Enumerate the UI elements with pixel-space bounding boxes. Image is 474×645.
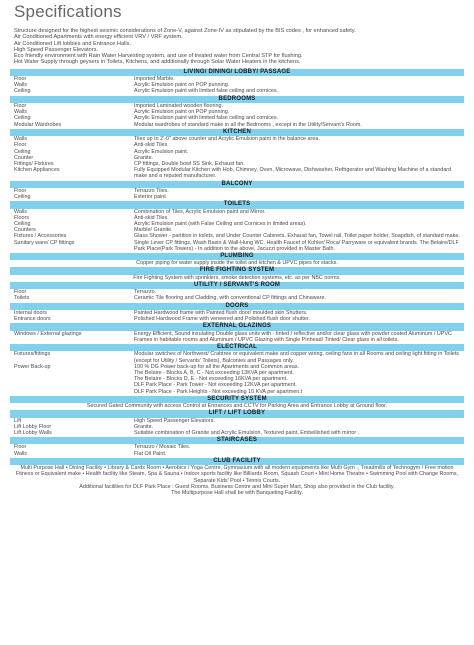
spec-label: Toilets [14, 295, 30, 302]
intro-line: Eco friendly environment with Rain Water Harvesting system, and use of treated water from Central STP for flushing. [14, 53, 303, 60]
spec-value: Single Lever CP fittings, Wash Basin & Wall-Hung WC. Health Faucet of Kohler/ Roca/ Parryware or equivalent brands. The Belaire/DLF Park Place(Park Towers) - In addition to the above, Jacuzzi provided in Master Bath. [134, 239, 459, 252]
intro-line: Structure designed for the highest seismic considerations of Zone-V, against Zone-IV as stipulated by the BIS codes , for enhanced safety. [14, 28, 356, 34]
spec-value: Flat Oil Paint. [134, 450, 167, 457]
spec-row [10, 122, 464, 128]
spec-value: The Belaire - Blocks A, B, C - Not exceeding 13KVA per apartment. [134, 369, 294, 376]
spec-value: Granite. [134, 154, 154, 161]
spec-section [10, 96, 464, 128]
section-header: BEDROOMS [10, 96, 464, 103]
intro-block [14, 28, 464, 66]
spec-label: Fittings/ Fixtures [14, 160, 54, 167]
spec-value: Ceramic Tile flooring and Cladding, with conventional CP fittings and Chinaware. [134, 295, 326, 302]
spec-label: Entrance doors [14, 316, 51, 323]
spec-value: Granite. [134, 423, 154, 430]
section-header: PLUMBING [10, 253, 464, 260]
spec-label: Windows / External glazings [14, 330, 82, 337]
spec-value: Painted Hardwood frame with Painted flush door/ moulded skin Shutters. [134, 309, 308, 316]
spec-label: Kitchen Appliances [14, 167, 60, 174]
spec-label: Fixtures/fittings [14, 351, 51, 358]
spec-value: The Belaire - Blocks D, E - Not exceeding 16KVA per apartment. [134, 376, 288, 383]
spec-page [10, 0, 464, 496]
spec-value: Secured Gated Community with access Control at Entrances and CCTV for Parking Area and Entrance Lobby at Ground floor. [86, 403, 388, 410]
spec-label: Walls [14, 136, 27, 143]
spec-value: Modular wardrobes of standard make in all the Bedrooms , except in the Utility/Servant's Room. [134, 121, 362, 128]
spec-label: Ceiling [14, 220, 31, 227]
spec-value: Exterior paint. [134, 194, 168, 201]
spec-label: Fixtures / Accessories [14, 233, 67, 240]
intro-line: Air Conditioned Apartments with energy efficient VRV / VRF system. [14, 34, 183, 41]
spec-value: Suitable combination of Granite and Acrylic Emulsion, Textured paint, Embellished with mirror . [134, 429, 360, 436]
section-header: BALCONY [10, 181, 464, 188]
spec-label: Lift Lobby Floor [14, 423, 52, 430]
spec-value: CP fittings, Double bowl SS Sink, Exhaust fan. [134, 160, 245, 167]
spec-label: Floor [14, 187, 27, 194]
section-header: FIRE FIGHTING SYSTEM [10, 267, 464, 274]
spec-label: Counter [14, 154, 34, 161]
intro-line: High Speed Passenger Elevators. [14, 46, 98, 53]
spec-label: Modular Wardrobes [14, 121, 62, 128]
spec-section [10, 181, 464, 201]
spec-row [10, 316, 464, 322]
spec-section [10, 303, 464, 323]
spec-value: Terrazzo Tiles. [134, 187, 169, 194]
spec-value: Imported Laminated wooden flooring. [134, 102, 224, 109]
spec-label [10, 389, 134, 395]
section-header: EXTERNAL GLAZINGS [10, 323, 464, 330]
spec-label: Sanitary ware/ CP fittings [14, 239, 75, 246]
spec-label: Floor [14, 76, 27, 83]
spec-value: Glass Shower - partition in toilets, and Under Counter Cabinets. Exhaust fan, Towel rail, Toilet paper holder, Soapdish, of standard make. [134, 233, 460, 240]
spec-section [10, 396, 464, 410]
spec-value: Energy Efficient, Sound insulating Double glass units with - tinted / reflective and/or clear glass with powder coated Aluminum / UPVC Frames in habitable rooms and Aluminum / UPVC Glazing with Single Pinhead/ Tinted/ Clear glass in all toilets. [134, 330, 452, 343]
spec-section [10, 323, 464, 343]
spec-value: Acrylic Emulsion paint on POP punning. [134, 109, 230, 116]
spec-section [10, 253, 464, 267]
spec-value: Multi Purpose Hall • Dining Facility • Library & Cards Room • Aerobics / Yoga Centre, Gymnasium with all modern equipments like Multi Gym ., Treadmills of Technogym / Free motion Fitness or Equivalent make • Health facility like Steam, Spa & Sauna • Indoor sports facility like Billiards Room, Squash Court • Mini Home Theatre • Swimming Pool with Change Rooms, Separate Kids' Pool • Tennis Courts. [15, 465, 459, 484]
spec-row [10, 240, 464, 252]
intro-line: Air Conditioned Lift lobbies and Entrance Halls. [14, 40, 131, 47]
spec-label: Ceiling [14, 194, 31, 201]
spec-label: Walls [14, 450, 27, 457]
spec-row [10, 465, 464, 484]
spec-label: Floor [14, 289, 27, 296]
spec-value: Anti-skid Tiles. [134, 214, 169, 221]
spec-row [10, 403, 464, 409]
section-header: LIVING/ DINING/ LOBBY/ PASSAGE [10, 69, 464, 76]
spec-section [10, 437, 464, 457]
spec-section [10, 344, 464, 395]
section-header: SECURITY SYSTEM [10, 396, 464, 403]
spec-value: Combination of Tiles, Acrylic Emulsion paint and Mirror. [134, 208, 266, 215]
spec-label: Floor [14, 142, 27, 149]
spec-row [10, 260, 464, 266]
spec-row [10, 88, 464, 94]
spec-value: Modular switches of Northwest/ Crabtree or equivalent make and copper wiring, ceiling fans in all Rooms and ceiling light fitting in Toilets (except for Utility / Servants' Toilets), Balconies and Passages only. [134, 351, 459, 364]
spec-value: Terrazzo / Mosaic Tiles. [134, 444, 191, 451]
section-header: UTILITY / SERVANT'S ROOM [10, 282, 464, 289]
section-header: KITCHEN [10, 129, 464, 136]
section-header: LIFT / LIFT LOBBY [10, 410, 464, 417]
spec-label: Floor [14, 102, 27, 109]
spec-value: High Speed Passenger Elevators. [134, 417, 215, 424]
spec-row [10, 430, 464, 436]
spec-section [10, 267, 464, 281]
spec-row [10, 194, 464, 200]
spec-value: 100 % DG Power back-up for all the Apartments and Common areas. [134, 363, 300, 370]
spec-label: Power Back-up [14, 363, 51, 370]
spec-value: Fire Fighting System with sprinklers, smoke detection systems, etc. as per NBC norms. [133, 274, 341, 281]
spec-label: Ceiling [14, 115, 31, 122]
spec-label: Lift Lobby Walls [14, 429, 52, 436]
spec-row [10, 275, 464, 281]
spec-label: Counters [14, 227, 36, 234]
spec-label: Ceiling [14, 88, 31, 95]
spec-section [10, 410, 464, 436]
spec-value: Acrylic Emulsion paint (with False Ceiling and Cornices in limited areas). [134, 220, 307, 227]
spec-label: Walls [14, 208, 27, 215]
section-header: TOILETS [10, 201, 464, 208]
spec-value: Acrylic Emulsion paint with limited false ceiling and cornices. [134, 115, 279, 122]
spec-value: Anti-skid Tiles. [134, 142, 169, 149]
spec-row [10, 490, 464, 496]
spec-row [10, 167, 464, 179]
spec-label: Lift [14, 417, 22, 424]
spec-row [10, 295, 464, 301]
spec-sections [10, 69, 464, 496]
spec-value: Polished Hardwood Frame with veneered and Polished flush door shutter. [134, 316, 310, 323]
spec-value: Acrylic Emulsion paint with limited false ceiling and cornices. [134, 88, 279, 95]
spec-value: Imported Marble. [134, 76, 175, 83]
spec-value: Copper piping for water supply inside the toilet and kitchen & UPVC pipes for stacks. [136, 260, 338, 267]
spec-value: Fully Equipped Modular Kitchen with Hob, Chimney, Oven, Microwave, Dishwasher, Refrigerator and Washing Machine of a standard make and a reputed manufacturer. [134, 167, 451, 180]
spec-value: The Multipurpose Hall shall be with Banqueting Facility. [171, 489, 303, 496]
section-header: CLUB FACILITY [10, 458, 464, 465]
spec-value: Acrylic Emulsion paint on POP punning. [134, 82, 230, 89]
spec-row [10, 389, 464, 395]
section-header: STAIRCASES [10, 437, 464, 444]
spec-value: Terrazzo. [134, 289, 157, 296]
spec-label: Walls [14, 82, 27, 89]
spec-section [10, 458, 464, 496]
spec-value: Acrylic Emulsion paint. [134, 148, 189, 155]
spec-label: Floors [14, 214, 29, 221]
spec-row [10, 331, 464, 343]
spec-value: Additional facilities for DLF Park Place : Guest Rooms, Business Centre and Mini Super Mart, Shop also provided in the Club facility. [79, 483, 395, 490]
spec-value: DLF Park Place - Park Heights - Not exceeding 10 KVA per apartmen.t [134, 388, 303, 395]
spec-value: DLF Park Place - Park Tower - Not exceeding 12KVA per apartment. [134, 382, 297, 389]
spec-value: Tiles up to 2'-0" above counter and Acrylic Emulsion paint in the balance area. [134, 136, 320, 143]
spec-section [10, 129, 464, 180]
section-header: DOORS [10, 303, 464, 310]
spec-label: Walls [14, 109, 27, 116]
intro-line: Hot Water Supply through geysers in Toilets, Kitchens, and additionally through Solar Water Heaters in the kitchens. [14, 59, 301, 66]
spec-row [10, 451, 464, 457]
spec-label: Floor [14, 444, 27, 451]
spec-label: Ceiling [14, 148, 31, 155]
spec-label: Internal doors [14, 309, 47, 316]
spec-section [10, 69, 464, 95]
page-title: Specifications [14, 2, 122, 21]
spec-section [10, 201, 464, 252]
section-header: ELECTRICAL [10, 344, 464, 351]
spec-value: Marble/ Granite. [134, 227, 173, 234]
spec-section [10, 282, 464, 302]
spec-row [10, 351, 464, 363]
